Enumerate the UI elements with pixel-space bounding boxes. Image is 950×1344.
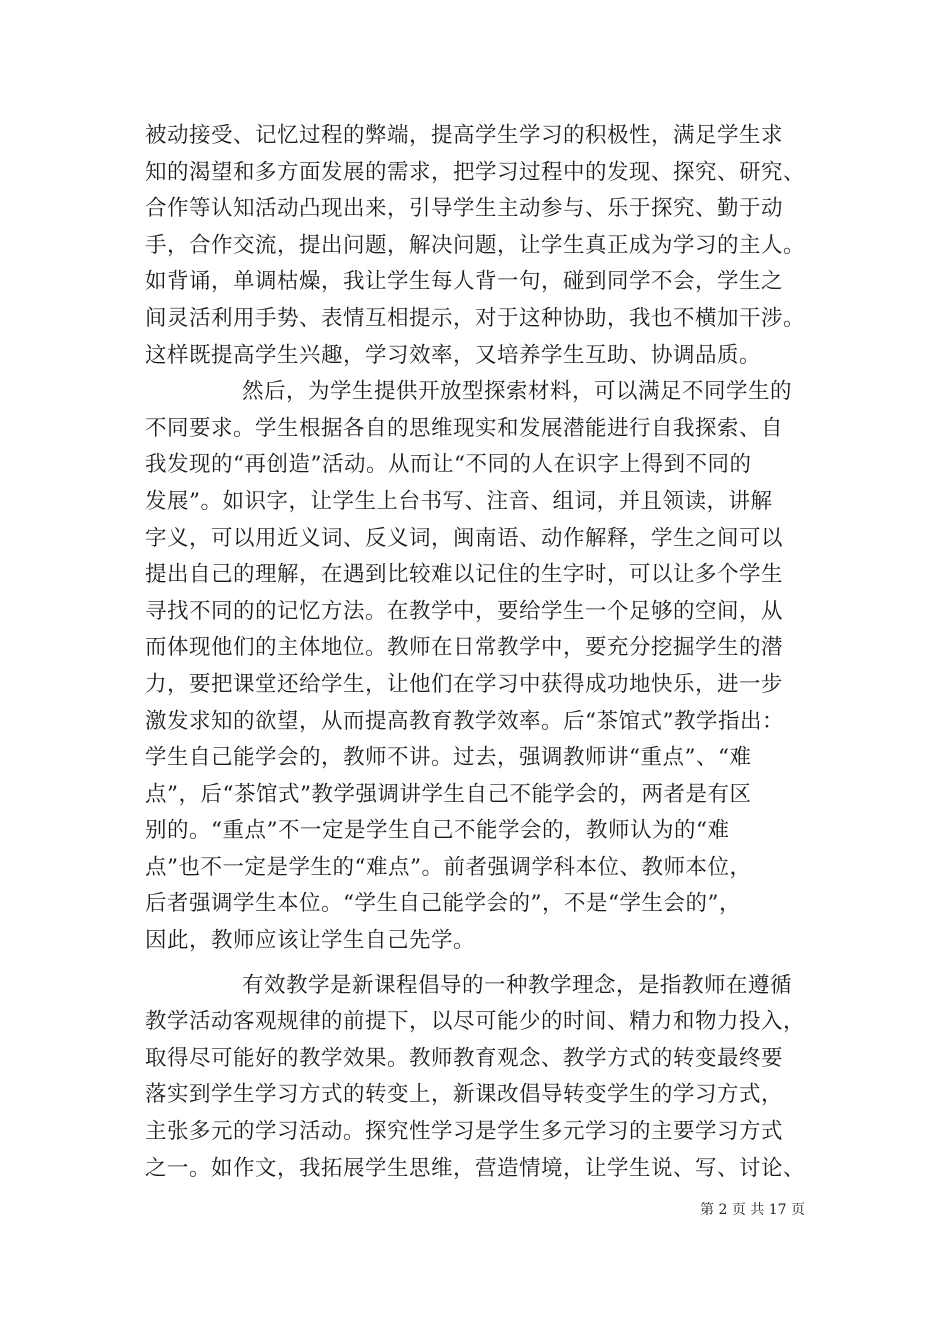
footer-prefix: 第: [700, 1202, 714, 1218]
text-line: 我发现的“再创造”活动。从而让“不同的人在识字上得到不同的: [145, 452, 752, 478]
footer-middle: 页 共: [731, 1202, 765, 1218]
text-line: 后者强调学生本位。“学生自己能学会的”，不是“学生会的”，: [145, 891, 741, 917]
text-line: 而体现他们的主体地位。教师在日常教学中，要充分挖掘学生的潜: [145, 635, 784, 661]
text-line: 手，合作交流，提出问题，解决问题，让学生真正成为学习的主人。: [145, 232, 806, 258]
text-line: 如背诵，单调枯燥，我让学生每人背一句，碰到同学不会，学生之: [145, 269, 784, 295]
text-line: 间灵活利用手势、表情互相提示，对于这种协助，我也不横加干涉。: [145, 305, 806, 331]
paragraph-1: [145, 118, 835, 374]
text-line: 别的。“重点”不一定是学生自己不能学会的，教师认为的“难: [145, 818, 730, 844]
paragraph-2: [145, 374, 835, 960]
text-line: 不同要求。学生根据各自的思维现实和发展潜能进行自我探索、自: [145, 415, 784, 441]
body-text: [145, 118, 835, 1187]
text-line: 落实到学生学习方式的转变上，新课改倡导转变学生的学习方式，: [145, 1082, 784, 1108]
text-line: 力，要把课堂还给学生，让他们在学习中获得成功地快乐，进一步: [145, 671, 784, 697]
footer-current-page: 2: [718, 1202, 728, 1218]
page-footer: [700, 1200, 840, 1220]
text-line: 被动接受、记忆过程的弊端，提高学生学习的积极性，满足学生求: [145, 123, 784, 148]
text-line: 提出自己的理解，在遇到比较难以记住的生字时，可以让多个学生: [145, 562, 784, 588]
text-line: 之一。如作文，我拓展学生思维，营造情境，让学生说、写、讨论、: [145, 1155, 806, 1181]
paragraph-gap: [145, 960, 835, 968]
text-line: 取得尽可能好的教学效果。教师教育观念、教学方式的转变最终要: [145, 1045, 784, 1071]
text-line: 合作等认知活动凸现出来，引导学生主动参与、乐于探究、勤于动: [145, 196, 784, 222]
text-line: 寻找不同的的记忆方法。在教学中，要给学生一个足够的空间，从: [145, 598, 784, 624]
text-line: 主张多元的学习活动。探究性学习是学生多元学习的主要学习方式: [145, 1119, 784, 1145]
text-line: 教学活动客观规律的前提下，以尽可能少的时间、精力和物力投入，: [145, 1009, 806, 1035]
text-line: 有效教学是新课程倡导的一种教学理念，是指教师在遵循: [242, 972, 793, 998]
paragraph-3: [145, 968, 835, 1188]
text-line: 知的渴望和多方面发展的需求，把学习过程中的发现、探究、研究、: [145, 159, 806, 185]
text-line: 发展”。如识字，让学生上台书写、注音、组词，并且领读，讲解: [145, 488, 773, 514]
text-line: 字义，可以用近义词、反义词，闽南语、动作解释，学生之间可以: [145, 525, 784, 551]
text-line: 点”也不一定是学生的“难点”。前者强调学科本位、教师本位，: [145, 854, 752, 880]
text-line: 激发求知的欲望，从而提高教育教学效率。后“茶馆式”教学指出：: [145, 708, 784, 734]
footer-total-pages: 17: [768, 1202, 787, 1218]
text-line: 学生自己能学会的，教师不讲。过去，强调教师讲“重点”、“难: [145, 745, 752, 771]
text-line: 点”，后“茶馆式”教学强调讲学生自己不能学会的，两者是有区: [145, 781, 752, 807]
footer-suffix: 页: [791, 1202, 806, 1218]
text-line: 这样既提高学生兴趣，学习效率，又培养学生互助、协调品质。: [145, 342, 762, 368]
text-line: 因此，教师应该让学生自己先学。: [145, 928, 476, 954]
text-line: 然后，为学生提供开放型探索材料，可以满足不同学生的: [242, 379, 793, 405]
